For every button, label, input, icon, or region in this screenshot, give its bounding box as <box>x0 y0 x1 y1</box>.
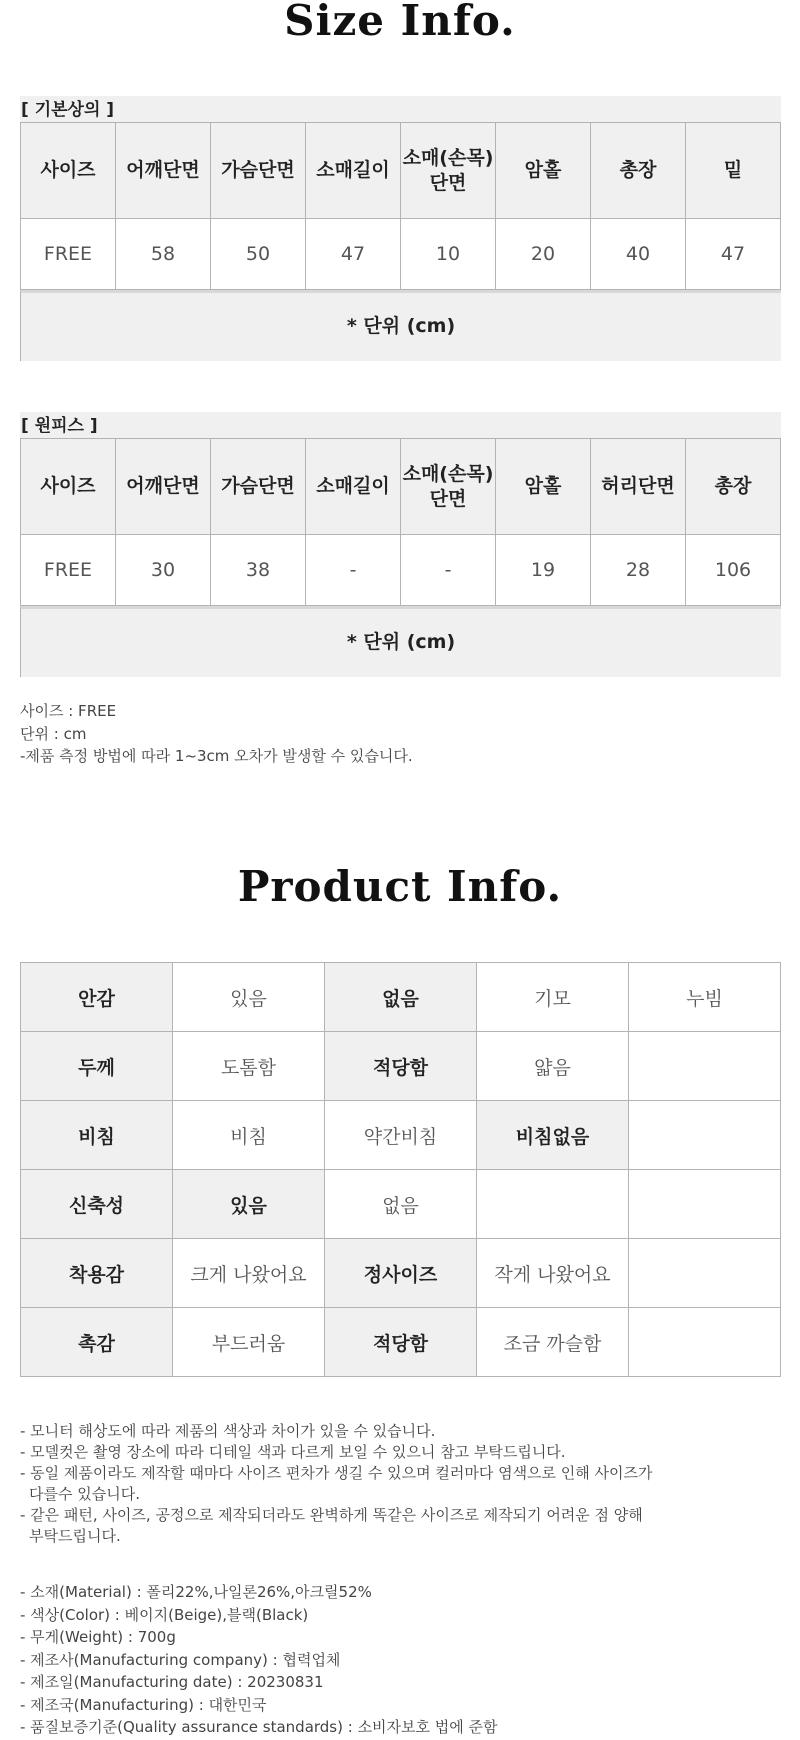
header-cell: 총장 <box>591 123 686 219</box>
size-table <box>20 438 781 606</box>
row-label: 두께 <box>21 1032 173 1101</box>
note-line: - 모니터 해상도에 따라 제품의 색상과 차이가 있을 수 있습니다. <box>20 1422 436 1440</box>
row-label: 비침 <box>21 1101 173 1170</box>
unit-note: * 단위 (cm) <box>20 606 781 677</box>
option-cell <box>629 1032 781 1101</box>
header-cell: 암홀 <box>496 123 591 219</box>
note-line: - 무게(Weight) : 700g <box>20 1628 176 1646</box>
selected-option-cell: 없음 <box>325 963 477 1032</box>
note-line: - 같은 패턴, 사이즈, 공정으로 제작되더라도 완벽하게 똑같은 사이즈로 제작되기 어려운 점 양해 <box>20 1506 643 1524</box>
option-cell: 기모 <box>477 963 629 1032</box>
product-row <box>21 963 781 1032</box>
value-cell: - <box>306 535 401 606</box>
note-line: - 제조일(Manufacturing date) : 20230831 <box>20 1673 324 1691</box>
note-line: 다를수 있습니다. <box>29 1485 140 1503</box>
header-cell: 암홀 <box>496 439 591 535</box>
option-cell: 있음 <box>173 963 325 1032</box>
value-cell: 19 <box>496 535 591 606</box>
header-cell: 총장 <box>686 439 781 535</box>
value-cell: 40 <box>591 219 686 290</box>
value-cell: 10 <box>401 219 496 290</box>
header-cell: 소매(손목) 단면 <box>401 123 496 219</box>
header-cell: 가슴단면 <box>211 439 306 535</box>
option-cell <box>629 1239 781 1308</box>
value-cell: FREE <box>21 219 116 290</box>
table-caption: [ 기본상의 ] <box>21 100 115 120</box>
product-notes <box>20 1421 653 1547</box>
note-line: 부탁드립니다. <box>29 1527 121 1545</box>
value-cell: 30 <box>116 535 211 606</box>
table-header-row <box>21 123 781 219</box>
note-line: - 소재(Material) : 폴리22%,나일론26%,아크릴52% <box>20 1583 372 1601</box>
note-line: - 제조국(Manufacturing) : 대한민국 <box>20 1695 267 1714</box>
product-row <box>21 1308 781 1377</box>
header-cell: 소매길이 <box>306 439 401 535</box>
table-caption: [ 원피스 ] <box>21 416 98 436</box>
note-line: - 제조사(Manufacturing company) : 협력업체 <box>20 1650 341 1669</box>
option-cell <box>629 1170 781 1239</box>
note-line: - 색상(Color) : 베이지(Beige),블랙(Black) <box>20 1605 309 1624</box>
option-cell: 누빔 <box>629 963 781 1032</box>
value-cell: 47 <box>686 219 781 290</box>
product-row <box>21 1170 781 1239</box>
size-table-basic-top <box>20 96 781 361</box>
header-cell: 소매(손목) 단면 <box>401 439 496 535</box>
table-row <box>21 535 781 606</box>
option-cell: 조금 까슬함 <box>477 1308 629 1377</box>
selected-option-cell: 비침없음 <box>477 1101 629 1170</box>
note-line: -제품 측정 방법에 따라 1~3cm 오차가 발생할 수 있습니다. <box>20 747 413 765</box>
option-cell: 얇음 <box>477 1032 629 1101</box>
row-label: 안감 <box>21 963 173 1032</box>
value-cell: 58 <box>116 219 211 290</box>
option-cell: 도톰함 <box>173 1032 325 1101</box>
note-line: - 품질보증기준(Quality assurance standards) : 소비자보호 법에 준함 <box>20 1718 498 1736</box>
size-table <box>20 122 781 290</box>
header-cell: 밑 <box>686 123 781 219</box>
product-row <box>21 1101 781 1170</box>
selected-option-cell: 있음 <box>173 1170 325 1239</box>
value-cell: FREE <box>21 535 116 606</box>
product-row <box>21 1032 781 1101</box>
size-table-onepiece <box>20 412 781 677</box>
row-label: 촉감 <box>21 1308 173 1377</box>
option-cell: 크게 나왔어요 <box>173 1239 325 1308</box>
option-cell <box>477 1170 629 1239</box>
option-cell <box>629 1101 781 1170</box>
option-cell: 작게 나왔어요 <box>477 1239 629 1308</box>
selected-option-cell: 정사이즈 <box>325 1239 477 1308</box>
value-cell: 47 <box>306 219 401 290</box>
selected-option-cell: 적당함 <box>325 1032 477 1101</box>
note-line: - 동일 제품이라도 제작할 때마다 사이즈 편차가 생길 수 있으며 컬러마다 염색으로 인해 사이즈가 <box>20 1464 653 1482</box>
value-cell: 20 <box>496 219 591 290</box>
value-cell: 38 <box>211 535 306 606</box>
table-row <box>21 219 781 290</box>
header-cell: 소매길이 <box>306 123 401 219</box>
value-cell: 50 <box>211 219 306 290</box>
option-cell: 약간비침 <box>325 1101 477 1170</box>
option-cell <box>629 1308 781 1377</box>
header-cell: 어깨단면 <box>116 439 211 535</box>
size-info-title: Size Info. <box>284 0 516 45</box>
row-label: 착용감 <box>21 1239 173 1308</box>
header-cell: 허리단면 <box>591 439 686 535</box>
product-row <box>21 1239 781 1308</box>
header-cell: 가슴단면 <box>211 123 306 219</box>
header-cell: 사이즈 <box>21 123 116 219</box>
value-cell: 28 <box>591 535 686 606</box>
material-notes <box>20 1581 498 1739</box>
value-cell: 106 <box>686 535 781 606</box>
note-line: 단위 : cm <box>20 724 87 743</box>
value-cell: - <box>401 535 496 606</box>
row-label: 신축성 <box>21 1170 173 1239</box>
option-cell: 비침 <box>173 1101 325 1170</box>
table-header-row <box>21 439 781 535</box>
size-notes <box>20 700 413 768</box>
unit-note: * 단위 (cm) <box>20 290 781 361</box>
product-info-table <box>20 962 781 1377</box>
selected-option-cell: 적당함 <box>325 1308 477 1377</box>
header-cell: 사이즈 <box>21 439 116 535</box>
option-cell: 부드러움 <box>173 1308 325 1377</box>
note-line: 사이즈 : FREE <box>20 702 117 720</box>
product-info-title: Product Info. <box>237 862 563 911</box>
note-line: - 모델컷은 촬영 장소에 따라 디테일 색과 다르게 보일 수 있으니 참고 부탁드립니다. <box>20 1443 566 1461</box>
option-cell: 없음 <box>325 1170 477 1239</box>
header-cell: 어깨단면 <box>116 123 211 219</box>
